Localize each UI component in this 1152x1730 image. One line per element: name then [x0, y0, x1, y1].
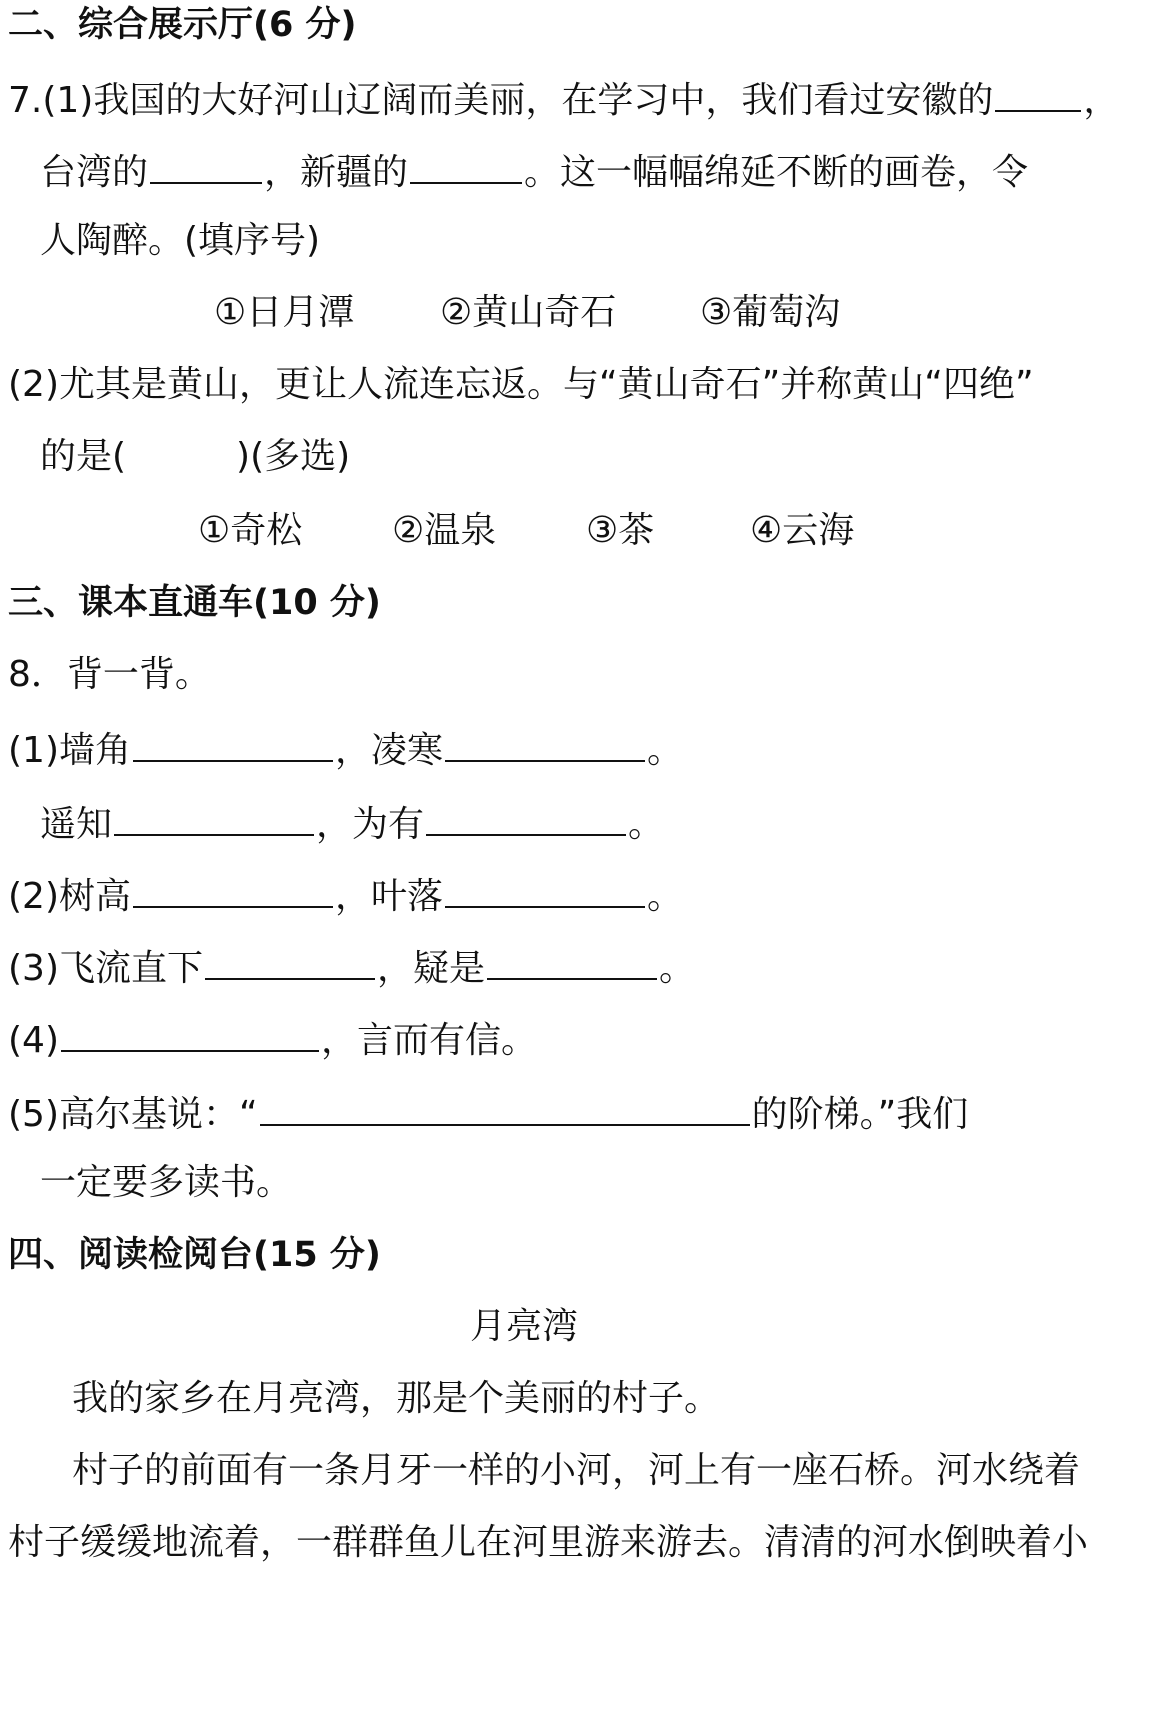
- q7-line-2: [40, 144, 1120, 198]
- answer-blank[interactable]: [61, 1012, 319, 1052]
- q8-text: ，叶落: [335, 876, 444, 917]
- answer-blank[interactable]: [426, 796, 626, 836]
- q7-text-5a: 的是(: [40, 436, 127, 477]
- q8-line-3: [8, 868, 1088, 922]
- q7-text-5b: )(多选): [236, 436, 351, 477]
- q8-text: ，凌寒: [335, 730, 444, 771]
- q8-text: (1)墙角: [8, 730, 131, 771]
- answer-blank[interactable]: [114, 796, 314, 836]
- q8-line-6: [8, 1086, 1088, 1140]
- section-title-3: 三、课本直通车(10 分): [8, 583, 381, 623]
- q8-line-5: [8, 1012, 1088, 1066]
- answer-blank[interactable]: [205, 940, 375, 980]
- q8-text: 的阶梯。”我们: [751, 1094, 969, 1135]
- q8-text: ，言而有信。: [321, 1020, 538, 1061]
- q8-line-1: [8, 722, 1088, 776]
- q8-text: ，疑是: [377, 948, 486, 989]
- passage-paragraph-2-line-2: 村子缓缓地流着，一群群鱼儿在河里游来游去。清清的河水倒映着小: [8, 1522, 1089, 1563]
- q8-text: 。: [628, 804, 665, 845]
- section-title-2: 二、综合展示厅(6 分): [8, 5, 357, 45]
- q8-text: (4): [8, 1020, 59, 1061]
- q8-text: (3)飞流直下: [8, 948, 203, 989]
- q7-line-1: [8, 72, 1120, 126]
- answer-blank[interactable]: [133, 722, 333, 762]
- q8-head: 8．背一背。: [8, 654, 211, 695]
- q7-text-2c: 。这一幅幅绵延不断的画卷，令: [524, 152, 1029, 193]
- option: ③茶: [586, 510, 655, 551]
- q7-line-3: 人陶醉。(填序号): [40, 220, 321, 261]
- q8-text: 。: [659, 948, 696, 989]
- q8-text: (5)高尔基说：“: [8, 1094, 258, 1135]
- answer-blank[interactable]: [445, 868, 645, 908]
- q8-line-2: [40, 796, 1120, 850]
- option: ①奇松: [198, 510, 303, 551]
- q8-line-7: 一定要多读书。: [40, 1162, 293, 1203]
- option: ②温泉: [392, 510, 497, 551]
- answer-blank[interactable]: [445, 722, 645, 762]
- q8-text: 遥知: [40, 804, 113, 845]
- option: ③葡萄沟: [700, 292, 841, 333]
- q8-text: 。: [647, 730, 684, 771]
- q7-text-1a: 7.(1)我国的大好河山辽阔而美丽，在学习中，我们看过安徽的: [8, 80, 994, 121]
- q7-text-2b: ，新疆的: [264, 152, 409, 193]
- passage-title: 月亮湾: [470, 1306, 579, 1347]
- q8-text: ，为有: [316, 804, 425, 845]
- answer-blank[interactable]: [150, 144, 262, 184]
- q7-line-5: [40, 432, 1120, 482]
- passage-paragraph-1: 我的家乡在月亮湾，那是个美丽的村子。: [72, 1378, 721, 1419]
- passage-paragraph-2-line-1: 村子的前面有一条月牙一样的小河，河上有一座石桥。河水绕着: [72, 1450, 1081, 1491]
- section-title-4: 四、阅读检阅台(15 分): [8, 1235, 381, 1275]
- answer-blank[interactable]: [260, 1086, 750, 1126]
- q7-line-4: (2)尤其是黄山，更让人流连忘返。与“黄山奇石”并称黄山“四绝”: [8, 364, 1034, 405]
- q7-text-2a: 台湾的: [40, 152, 149, 193]
- option: ②黄山奇石: [440, 292, 617, 333]
- q8-text: (2)树高: [8, 876, 131, 917]
- answer-blank[interactable]: [133, 868, 333, 908]
- q8-text: 。: [647, 876, 684, 917]
- q8-line-4: [8, 940, 1088, 994]
- option: ①日月潭: [214, 292, 355, 333]
- answer-blank[interactable]: [487, 940, 657, 980]
- q7-text-1b: ，: [1083, 80, 1120, 121]
- option: ④云海: [750, 510, 855, 551]
- answer-blank[interactable]: [995, 72, 1081, 112]
- answer-blank[interactable]: [410, 144, 522, 184]
